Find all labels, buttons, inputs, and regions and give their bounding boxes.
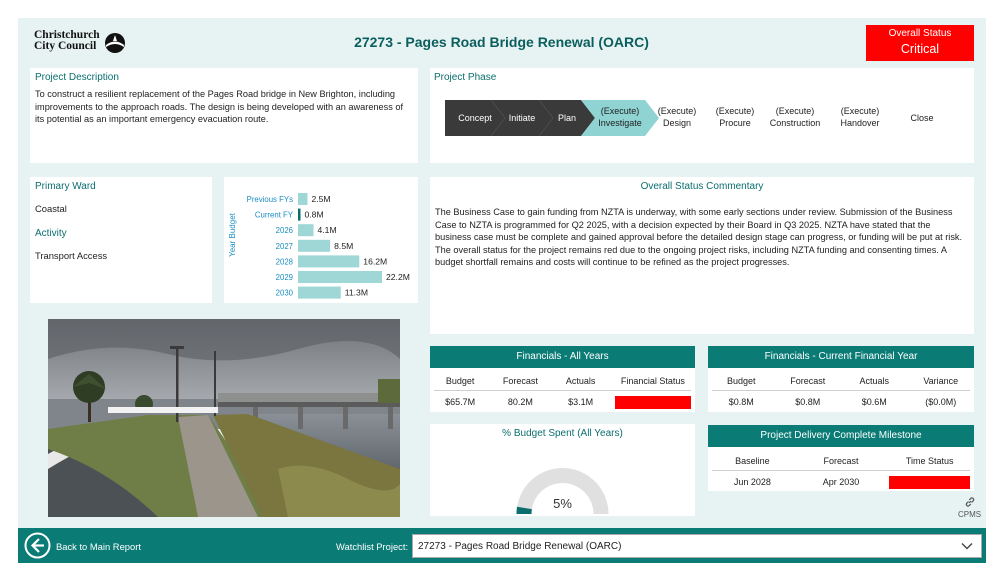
fin-all-header-budget: Budget — [445, 376, 475, 386]
year-budget-value-1: 0.8M — [304, 209, 324, 220]
logo-line2: City Council — [34, 40, 97, 52]
phase-chevron-track — [440, 98, 965, 138]
year-budget-category-5: 2029 — [275, 273, 293, 282]
phase-label-5-line1: (Execute) — [715, 106, 755, 116]
fin-cur-header-variance: Variance — [923, 376, 959, 386]
phase-label-3-line2: Investigate — [598, 118, 642, 128]
activity-title: Activity — [35, 228, 67, 239]
financials-all-years-header-row — [430, 376, 695, 386]
year-budget-value-0: 2.5M — [311, 194, 331, 204]
year-budget-category-4: 2028 — [275, 257, 293, 267]
fin-all-divider — [434, 390, 691, 391]
back-to-main-report-link[interactable]: Back to Main Report — [56, 541, 141, 552]
year-budget-value-6: 11.3M — [344, 287, 369, 298]
fin-all-header-forecast: Forecast — [502, 376, 538, 386]
project-phase-card — [430, 68, 974, 163]
fin-all-header-status: Financial Status — [620, 376, 685, 386]
overall-status-badge — [866, 25, 974, 61]
fin-cur-header-budget: Budget — [726, 376, 756, 386]
year-budget-category-0: Previous FYs — [246, 195, 293, 204]
milestone-card — [708, 425, 974, 491]
year-budget-value-3: 8.5M — [334, 240, 354, 251]
fin-all-status-cell — [611, 394, 695, 409]
budget-spent-gauge — [430, 442, 695, 516]
milestone-header-row — [708, 456, 974, 466]
back-arrow-icon[interactable] — [24, 532, 51, 559]
fin-cur-divider — [712, 390, 970, 391]
milestone-header-time-status: Time Status — [905, 456, 954, 466]
phase-label-6-line2: Construction — [769, 118, 821, 128]
year-budget-bar-0 — [298, 193, 307, 205]
fin-all-header-actuals: Actuals — [565, 376, 596, 386]
year-budget-value-4: 16.2M — [363, 256, 388, 267]
year-budget-category-3: 2027 — [275, 241, 293, 251]
year-budget-bar-3 — [298, 240, 330, 252]
fin-cur-forecast-value: $0.8M — [795, 397, 821, 407]
fin-all-budget-value: $65.7M — [445, 396, 476, 407]
phase-label-1: Initiate — [508, 113, 536, 123]
project-site-photo — [48, 319, 400, 517]
milestone-value-row — [708, 474, 974, 489]
primary-ward-value: Coastal — [35, 203, 67, 214]
overall-status-label: Overall Status — [888, 28, 952, 39]
financials-all-years-card — [430, 346, 695, 412]
fin-all-forecast-value: 80.2M — [507, 396, 533, 407]
fin-cur-variance-value: ($0.0M) — [925, 397, 957, 407]
milestone-baseline-value: Jun 2028 — [733, 476, 771, 487]
financials-current-fy-header-row — [708, 376, 974, 386]
phase-label-3-line1: (Execute) — [600, 106, 640, 116]
status-commentary-card — [430, 177, 974, 334]
year-budget-bar-1 — [298, 209, 301, 221]
milestone-divider — [712, 470, 970, 471]
budget-spent-title: % Budget Spent (All Years) — [502, 428, 623, 439]
financials-current-fy-title: Financials - Current Financial Year — [708, 346, 974, 368]
watchlist-selected-value: 27273 - Pages Road Bridge Renewal (OARC) — [418, 541, 622, 552]
activity-value: Transport Access — [35, 250, 108, 261]
logo-line1: Christchurch — [34, 29, 100, 41]
time-status-indicator — [889, 476, 970, 489]
fin-cur-actuals-value: $0.6M — [861, 397, 887, 407]
milestone-header-baseline: Baseline — [735, 456, 770, 466]
year-budget-chart — [224, 177, 418, 303]
phase-label-5-line2: Procure — [719, 118, 751, 128]
fin-all-actuals-value: $3.1M — [568, 396, 594, 407]
year-budget-category-2: 2026 — [275, 226, 293, 236]
year-budget-value-5: 22.2M — [386, 272, 410, 282]
year-budget-card — [224, 177, 418, 303]
financials-current-fy-value-row — [708, 397, 974, 407]
watchlist-label: Watchlist Project: — [336, 541, 409, 552]
primary-ward-title: Primary Ward — [35, 181, 96, 192]
status-commentary-text: The Business Case to gain funding from NZTA is underway, with some early sections under review. Submission of the Business Case to NZTA is programmed for Q2 2025, with a decision expected by their Board in Q3 2025. NZTA have stated that the business case must be complete and gained approval before the detailed design stage can progress, or funding will be put at risk. The overall status for the project remains red due to the ongoing project risks, including NZTA funding and consenting times. A budget shortfall remains and costs will continue to be refined as the project progresses. — [435, 207, 963, 268]
project-description-title: Project Description — [35, 72, 119, 83]
financials-all-years-title: Financials - All Years — [430, 346, 695, 368]
phase-label-7-line1: (Execute) — [840, 106, 880, 116]
watchlist-project-select[interactable] — [412, 534, 982, 558]
financials-all-years-value-row — [430, 394, 695, 409]
chevron-down-icon — [961, 541, 973, 551]
phase-label-4-line2: Design — [662, 118, 692, 128]
year-budget-category-6: 2030 — [275, 288, 293, 298]
year-budget-axis-label: Year Budget — [228, 213, 237, 257]
year-budget-category-1: Current FY — [254, 210, 293, 220]
page-title: 27273 - Pages Road Bridge Renewal (OARC) — [354, 34, 649, 50]
project-description-card — [30, 68, 418, 163]
cpms-label: CPMS — [958, 510, 982, 519]
link-icon — [964, 496, 976, 508]
footer-bar — [18, 528, 986, 563]
gauge-percent-label: 5% — [553, 496, 572, 511]
phase-label-7-line2: Handover — [840, 118, 880, 128]
phase-label-6-line1: (Execute) — [775, 106, 815, 116]
ward-activity-card — [30, 177, 212, 303]
fin-cur-header-forecast: Forecast — [790, 376, 826, 386]
status-commentary-title: Overall Status Commentary — [640, 181, 764, 192]
year-budget-bar-2 — [298, 224, 314, 236]
project-phase-title: Project Phase — [434, 72, 497, 83]
cpms-link[interactable] — [958, 496, 981, 519]
financials-current-fy-card — [708, 346, 974, 412]
phase-label-2: Plan — [557, 113, 577, 123]
milestone-header-forecast: Forecast — [823, 456, 859, 466]
year-budget-bar-5 — [298, 271, 382, 283]
year-budget-bar-4 — [298, 255, 359, 267]
fin-cur-budget-value: $0.8M — [728, 397, 754, 407]
milestone-title: Project Delivery Complete Milestone — [708, 425, 974, 447]
milestone-time-status-cell — [885, 474, 974, 489]
phase-label-0: Concept — [458, 113, 492, 123]
financial-status-indicator — [615, 396, 691, 409]
year-budget-bar-6 — [298, 287, 341, 299]
overall-status-value: Critical — [900, 42, 940, 56]
phase-label-4-line1: (Execute) — [657, 106, 697, 116]
phase-label-8: Close — [910, 113, 934, 123]
year-budget-value-2: 4.1M — [317, 225, 337, 236]
project-description-text: To construct a resilient replacement of the Pages Road bridge in New Brighton, including improvements to the approach roads. The design is being developed with an awareness of its potential as an important emergency evacuation route. — [35, 89, 404, 124]
budget-spent-card — [430, 424, 695, 516]
milestone-forecast-value: Apr 2030 — [822, 476, 860, 487]
fin-cur-header-actuals: Actuals — [859, 376, 889, 386]
